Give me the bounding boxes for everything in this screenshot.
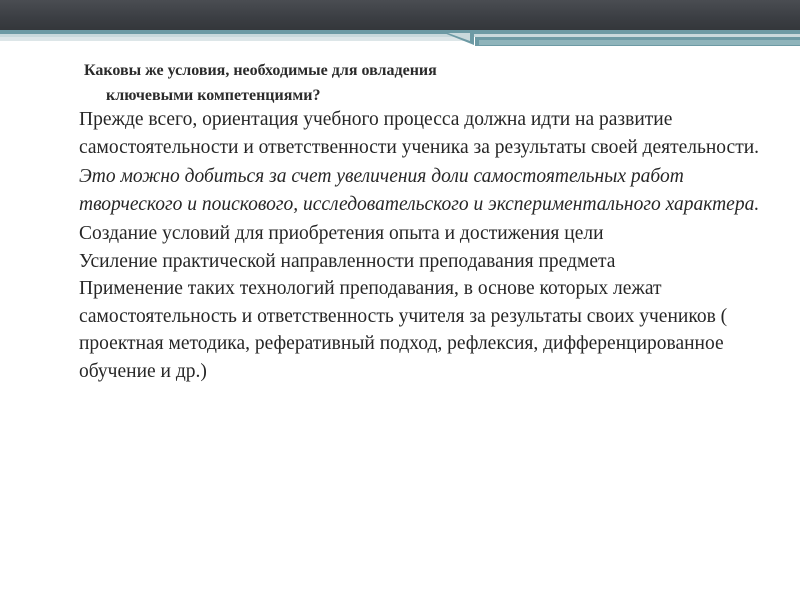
- slide-title: [84, 58, 704, 108]
- header-band: [0, 0, 800, 30]
- bullet-text: Усиление практической направленности преподавания предмета: [79, 250, 616, 272]
- corner-ornament-icon: [444, 33, 474, 45]
- slide-body: [52, 106, 768, 385]
- bullet-text: Создание условий для приобретения опыта и достижения цели: [79, 223, 604, 244]
- title-line-1: Каковы же условия, необходимые для овладения: [84, 62, 437, 79]
- bullet-text: Прежде всего, ориентация учебного процесса должна идти на развитие самостоятельности и ответственности ученика за результаты своей деятельности.: [79, 109, 760, 158]
- header-tab-right-inner: [479, 40, 800, 45]
- bullet-item: [52, 248, 768, 276]
- header-tab-left: [0, 37, 474, 41]
- note-text: Это можно добиться за счет увеличения доли самостоятельных работ творческого и поискового, исследовательского и экспериментального характера.: [79, 166, 760, 215]
- bullet-item: [52, 220, 768, 248]
- bullet-item: [52, 275, 768, 385]
- bullet-item: [52, 106, 768, 161]
- italic-note: [52, 163, 768, 218]
- bullet-text: Применение таких технологий преподавания, в основе которых лежат самостоятельность и ответственность учителя за результаты своих учеников ( проектная методика, реферативный подход, рефлексия, дифференцированное обучение и др.): [79, 278, 728, 382]
- title-line-2: ключевыми компетенциями?: [106, 87, 321, 104]
